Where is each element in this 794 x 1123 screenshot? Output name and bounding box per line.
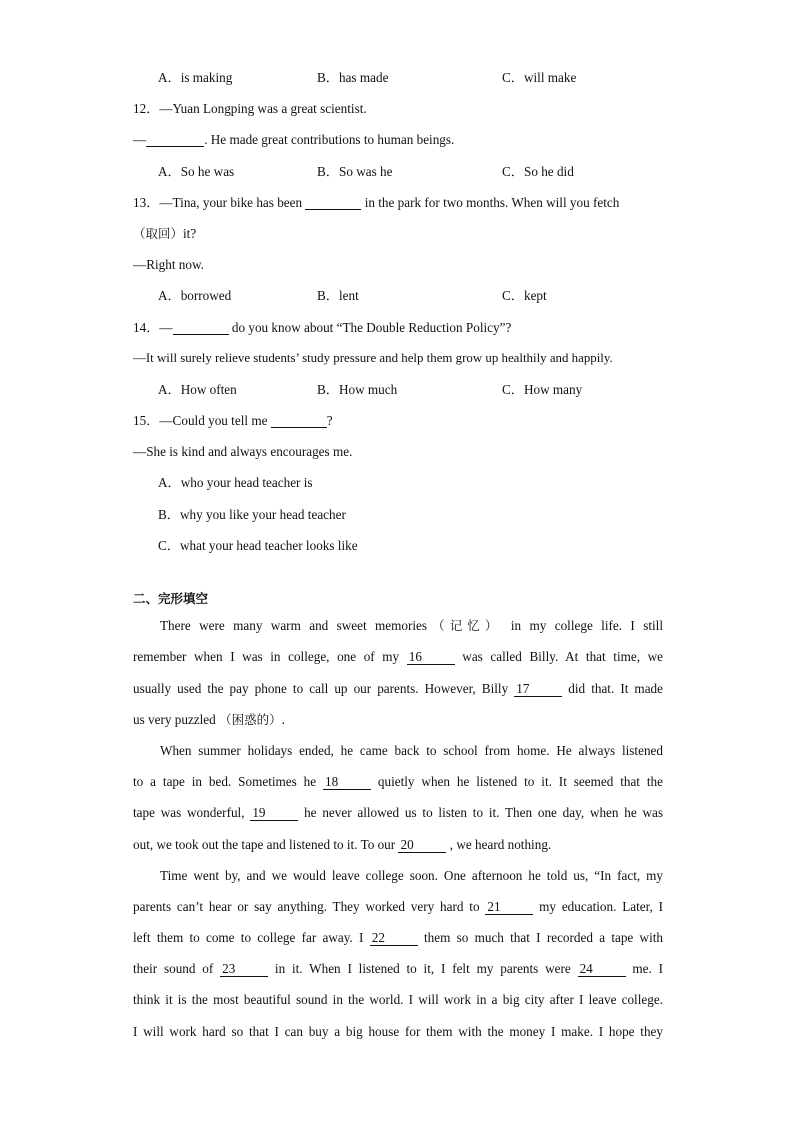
p3-line2: parents can’t hear or say anything. They worked very hard to 21 my education. Later, I <box>133 898 663 914</box>
q15-option-b[interactable]: B．why you like your head teacher <box>158 506 346 522</box>
q12-option-b[interactable]: B．So was he <box>317 163 393 179</box>
blank-22[interactable]: 22 <box>370 931 418 946</box>
q12-options <box>133 156 663 187</box>
section-title: 二、完形填空 <box>133 591 209 606</box>
q13-stem-line2: （取回）it? <box>133 225 197 241</box>
q12-option-c[interactable]: C．So he did <box>502 163 574 179</box>
q12-option-a[interactable]: A．So he was <box>158 163 235 179</box>
p1-line4: us very puzzled （困惑的）. <box>133 711 285 727</box>
q13-option-c[interactable]: C．kept <box>502 288 547 304</box>
p3-line3: left them to come to college far away. I 22 them so much that I recorded a tape with <box>133 930 663 946</box>
blank-23[interactable]: 23 <box>220 962 268 977</box>
exam-page <box>133 62 663 1047</box>
q13-blank[interactable] <box>305 195 361 210</box>
q14-option-a[interactable]: A．How often <box>158 381 237 397</box>
q14-stem: 14．— do you know about “The Double Reduction Policy”? <box>133 319 512 335</box>
p1-line3: usually used the pay phone to call up our parents. However, Billy 17 did that. It made <box>133 680 663 696</box>
blank-19[interactable]: 19 <box>250 806 298 821</box>
p3-line5: think it is the most beautiful sound in the world. I will work in a big city after I leave college. <box>133 992 663 1008</box>
cloze-paragraph-1 <box>133 610 663 735</box>
blank-17[interactable]: 17 <box>514 682 562 697</box>
p1-line1: There were many warm and sweet memories（记忆） in my college life. I still <box>160 618 663 634</box>
p3-line6: I will work hard so that I can buy a big house for them with the money I make. I hope they <box>133 1023 663 1039</box>
q15-blank[interactable] <box>271 413 327 428</box>
q15-stem: 15．—Could you tell me ? <box>133 413 333 429</box>
q11-option-b[interactable]: B．has made <box>317 70 389 85</box>
q14-option-b[interactable]: B．How much <box>317 381 398 397</box>
q13-stem: 13．—Tina, your bike has been in the park for two months. When will you fetch <box>133 194 620 210</box>
blank-21[interactable]: 21 <box>485 900 533 915</box>
p2-line4: out, we took out the tape and listened to it. To our 20 , we heard nothing. <box>133 836 552 852</box>
blank-20[interactable]: 20 <box>398 838 446 853</box>
q15-option-a[interactable]: A．who your head teacher is <box>158 475 313 491</box>
q15-option-c[interactable]: C．what your head teacher looks like <box>158 537 358 553</box>
q12-stem: 12．—Yuan Longping was a great scientist. <box>133 101 367 117</box>
cloze-paragraph-2 <box>133 735 663 860</box>
q14-option-c[interactable]: C．How many <box>502 381 583 397</box>
q13-reply: —Right now. <box>133 257 204 273</box>
p2-line2: to a tape in bed. Sometimes he 18 quietly when he listened to it. It seemed that the <box>133 774 663 790</box>
q12-blank[interactable] <box>146 132 204 147</box>
p2-line1: When summer holidays ended, he came back to school from home. He always listened <box>160 742 663 758</box>
q13-option-a[interactable]: A．borrowed <box>158 288 232 304</box>
q11-options <box>133 62 663 93</box>
cloze-paragraph-3 <box>133 860 663 1047</box>
q11-option-a[interactable]: A．is making <box>158 70 233 85</box>
q13-options <box>133 280 663 311</box>
blank-18[interactable]: 18 <box>323 775 371 790</box>
p1-line2: remember when I was in college, one of my 16 was called Billy. At that time, we <box>133 649 663 665</box>
q14-options <box>133 374 663 405</box>
p2-line3: tape was wonderful, 19 he never allowed us to listen to it. Then one day, when he was <box>133 805 663 821</box>
blank-16[interactable]: 16 <box>407 650 455 665</box>
q12-reply: — . He made great contributions to human beings. <box>133 132 455 148</box>
q15-reply: —She is kind and always encourages me. <box>133 444 353 460</box>
q11-option-c[interactable]: C．will make <box>502 70 577 85</box>
p3-line4: their sound of 23 in it. When I listened to it, I felt my parents were 24 me. I <box>133 961 663 977</box>
p3-line1: Time went by, and we would leave college soon. One afternoon he told us, “In fact, my <box>160 867 663 883</box>
q14-reply: —It will surely relieve students’ study pressure and help them grow up healthily and happily. <box>133 350 613 365</box>
q13-option-b[interactable]: B．lent <box>317 288 359 304</box>
blank-24[interactable]: 24 <box>578 962 626 977</box>
q14-blank[interactable] <box>173 320 229 335</box>
